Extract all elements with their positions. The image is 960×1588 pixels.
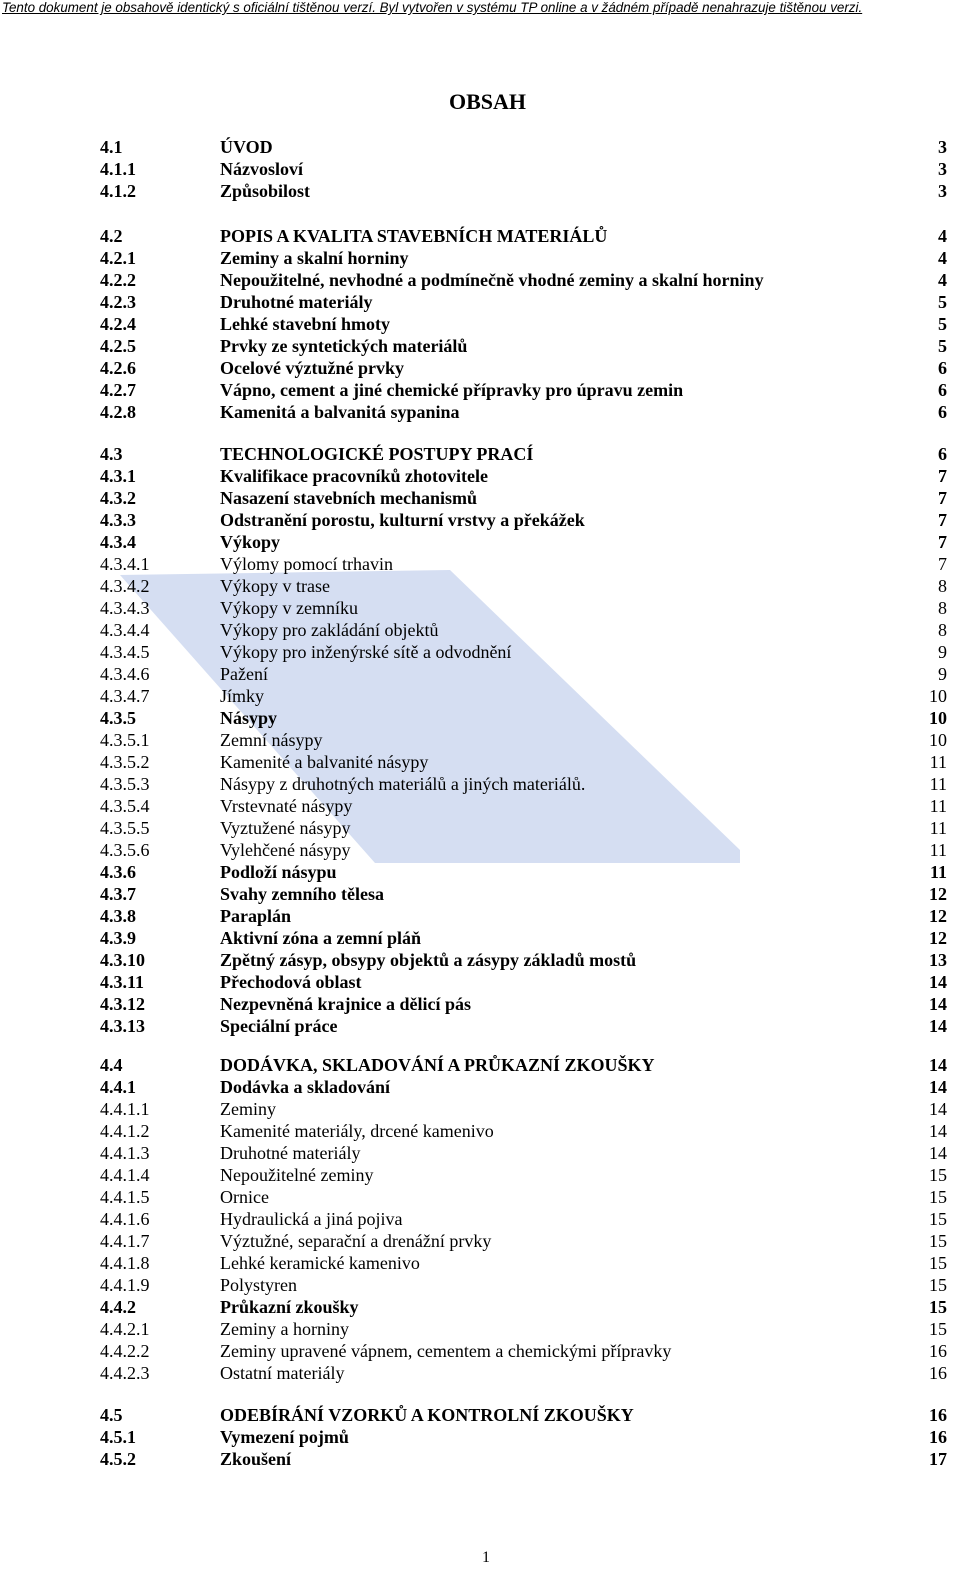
toc-entry [100, 905, 947, 927]
toc-entry-title: Kvalifikace pracovníků zhotovitele [220, 466, 488, 486]
toc-entry-page: 12 [929, 906, 947, 926]
toc-entry-title: Svahy zemního tělesa [220, 884, 384, 904]
toc-entry [100, 883, 947, 905]
toc-entry-page: 17 [929, 1449, 947, 1469]
toc-entry [100, 487, 947, 509]
toc-entry-title: Způsobilost [220, 181, 311, 201]
page-number: 1 [482, 1549, 490, 1566]
toc-entry [100, 839, 947, 861]
toc-entry-page: 15 [929, 1319, 947, 1339]
toc-entry-number: 4.4.1.2 [100, 1121, 150, 1141]
toc-entry [100, 335, 947, 357]
toc-entry-title: Zeminy a horniny [220, 1319, 349, 1339]
toc-entry-number: 4.3.12 [100, 994, 145, 1014]
toc-entry-number: 4.3.5 [100, 708, 136, 728]
toc-entry-page: 6 [938, 358, 947, 378]
toc-entry-page: 10 [929, 686, 947, 706]
toc-entry-title: Kamenité a balvanité násypy [220, 752, 429, 772]
toc-entry-page: 15 [929, 1297, 947, 1317]
toc-entry-number: 4.3.3 [100, 510, 136, 530]
toc-entry-number: 4.4.1.7 [100, 1231, 150, 1251]
toc-entry-number: 4.2.5 [100, 336, 136, 356]
toc-entry [100, 158, 947, 180]
toc-entry-number: 4.3.5.1 [100, 730, 150, 750]
toc-entry [100, 949, 947, 971]
toc-entry-title: Pažení [220, 664, 268, 684]
toc-entry-number: 4.4.1.1 [100, 1099, 150, 1119]
toc-entry [100, 685, 947, 707]
toc-entry-page: 15 [929, 1275, 947, 1295]
toc-entry-title: Ornice [220, 1187, 269, 1207]
toc-entry-number: 4.2.2 [100, 270, 136, 290]
toc-entry-title: Speciální práce [220, 1016, 338, 1036]
toc-entry [100, 641, 947, 663]
toc-entry-number: 4.4.2 [100, 1297, 136, 1317]
toc-entry-number: 4.3.4.5 [100, 642, 150, 662]
toc-entry [100, 1252, 947, 1274]
toc-entry-number: 4.1.1 [100, 159, 136, 179]
toc-entry-page: 11 [929, 818, 947, 838]
toc-entry-page: 11 [929, 774, 947, 794]
toc-entry-title: Zkoušení [220, 1449, 292, 1469]
toc-entry-page: 15 [929, 1231, 947, 1251]
toc-entry [100, 553, 947, 575]
toc-entry-title: Vrstevnaté násypy [220, 796, 353, 816]
toc-entry-page: 6 [938, 444, 947, 464]
toc-entry-number: 4.3.5.3 [100, 774, 150, 794]
toc-entry-title: Zeminy [220, 1099, 276, 1119]
toc-entry-page: 10 [929, 730, 947, 750]
toc-entry [100, 1076, 947, 1098]
toc-entry-title: Zpětný zásyp, obsypy objektů a zásypy základů mostů [220, 950, 637, 970]
toc-entry-title: Vylehčené násypy [220, 840, 351, 860]
toc-entry-page: 3 [938, 181, 947, 201]
toc-entry-title: Ostatní materiály [220, 1363, 345, 1383]
toc-entry [100, 1340, 947, 1362]
toc-entry-title: Zemní násypy [220, 730, 323, 750]
toc-entry [100, 751, 947, 773]
toc-entry [100, 575, 947, 597]
toc-entry-title: Nezpevněná krajnice a dělicí pás [220, 994, 471, 1014]
toc-entry [100, 531, 947, 553]
toc-entry-number: 4.3.11 [100, 972, 145, 992]
toc-entry-number: 4.5.2 [100, 1449, 136, 1469]
toc-entry-title: Výkopy [220, 532, 281, 552]
toc-entry [100, 225, 947, 247]
toc-entry [100, 1362, 947, 1384]
toc-entry-page: 14 [929, 1055, 947, 1075]
toc-entry-page: 11 [929, 796, 947, 816]
toc-entry-title: Názvosloví [220, 159, 303, 179]
toc-entry [100, 1426, 947, 1448]
toc-entry [100, 1098, 947, 1120]
toc-entry-number: 4.3.5.6 [100, 840, 150, 860]
toc-entry-number: 4.3.5.5 [100, 818, 150, 838]
toc-entry-number: 4.5.1 [100, 1427, 136, 1447]
toc-entry-page: 7 [938, 554, 947, 574]
toc-entry-title: Nasazení stavebních mechanismů [220, 488, 478, 508]
toc-entry [100, 1054, 947, 1076]
toc-entry [100, 379, 947, 401]
toc-entry [100, 1274, 947, 1296]
toc-entry [100, 817, 947, 839]
toc-entry-title: DODÁVKA, SKLADOVÁNÍ A PRŮKAZNÍ ZKOUŠKY [220, 1055, 655, 1075]
toc-entry-page: 14 [929, 972, 947, 992]
toc-entry-number: 4.4.1.8 [100, 1253, 150, 1273]
toc-entry-page: 11 [929, 840, 947, 860]
toc-entry-title: Ocelové výztužné prvky [220, 358, 404, 378]
toc-entry-page: 15 [929, 1187, 947, 1207]
toc-entry-page: 7 [938, 532, 947, 552]
toc-entry-title: Vyztužené násypy [220, 818, 351, 838]
toc-entry-title: Aktivní zóna a zemní pláň [220, 928, 422, 948]
toc-entry-page: 6 [938, 380, 947, 400]
toc-entry [100, 927, 947, 949]
toc-entry [100, 313, 947, 335]
toc-entry-number: 4.3 [100, 444, 123, 464]
toc-entry-title: Nepoužitelné zeminy [220, 1165, 374, 1185]
toc-entry-title: Vymezení pojmů [220, 1427, 349, 1447]
toc-entry-page: 10 [929, 708, 947, 728]
toc-entry-number: 4.3.13 [100, 1016, 145, 1036]
toc-entry-number: 4.4.1.9 [100, 1275, 150, 1295]
toc-entry [100, 401, 947, 423]
toc-entry-number: 4.2.7 [100, 380, 136, 400]
toc-entry-title: Výkopy pro zakládání objektů [220, 620, 439, 640]
toc-entry-page: 9 [938, 642, 947, 662]
toc-entry-number: 4.2 [100, 226, 123, 246]
toc-entry [100, 465, 947, 487]
toc-entry-number: 4.4.2.1 [100, 1319, 150, 1339]
toc-entry-page: 14 [929, 1099, 947, 1119]
toc-entry-number: 4.3.5.4 [100, 796, 150, 816]
toc-entry-number: 4.2.8 [100, 402, 136, 422]
toc-entry-page: 4 [938, 270, 947, 290]
toc-entry-page: 14 [929, 1143, 947, 1163]
toc-entry [100, 861, 947, 883]
toc-entry-number: 4.1 [100, 137, 123, 157]
toc-entry-number: 4.4.1.6 [100, 1209, 150, 1229]
toc-entry-number: 4.2.3 [100, 292, 136, 312]
toc-entry-page: 15 [929, 1253, 947, 1273]
toc-entry-number: 4.4.1.5 [100, 1187, 150, 1207]
toc-entry-page: 14 [929, 994, 947, 1014]
toc-entry-title: Násypy z druhotných materiálů a jiných materiálů. [220, 774, 586, 794]
toc-title: OBSAH [448, 89, 527, 114]
toc-entry [100, 773, 947, 795]
toc-entry-number: 4.4 [100, 1055, 123, 1075]
toc-entry-page: 8 [938, 598, 947, 618]
toc-entry [100, 1208, 947, 1230]
toc-entry-number: 4.3.8 [100, 906, 136, 926]
toc-entry-title: TECHNOLOGICKÉ POSTUPY PRACÍ [220, 444, 534, 464]
toc-entry-title: ÚVOD [220, 137, 273, 157]
toc-entry-title: POPIS A KVALITA STAVEBNÍCH MATERIÁLŮ [220, 226, 608, 246]
toc-entry-title: Hydraulická a jiná pojiva [220, 1209, 403, 1229]
toc-entry [100, 291, 947, 313]
toc-entry-title: Druhotné materiály [220, 292, 373, 312]
toc-entry-page: 5 [938, 292, 947, 312]
toc-entry-title: Dodávka a skladování [220, 1077, 391, 1097]
toc-entry [100, 1015, 947, 1037]
toc-entry-page: 12 [929, 928, 947, 948]
toc-entry-title: Lehké stavební hmoty [220, 314, 391, 334]
toc-entry-title: ODEBÍRÁNÍ VZORKŮ A KONTROLNÍ ZKOUŠKY [220, 1405, 634, 1425]
toc-entry [100, 1142, 947, 1164]
toc-entry [100, 1164, 947, 1186]
toc-entry-number: 4.3.7 [100, 884, 136, 904]
toc-entry [100, 619, 947, 641]
toc-entry [100, 1404, 947, 1426]
toc-entry-title: Výztužné, separační a drenážní prvky [220, 1231, 492, 1251]
toc-entry-title: Nepoužitelné, nevhodné a podmínečně vhodné zeminy a skalní horniny [220, 270, 764, 290]
toc-entry-page: 5 [938, 336, 947, 356]
toc-entry-page: 4 [938, 226, 947, 246]
toc-entry-number: 4.3.2 [100, 488, 136, 508]
toc-entry-page: 11 [929, 752, 947, 772]
toc-entry [100, 993, 947, 1015]
toc-entry-page: 16 [929, 1427, 947, 1447]
toc-entry-number: 4.3.9 [100, 928, 136, 948]
toc-entry-number: 4.2.6 [100, 358, 136, 378]
toc-entry-number: 4.3.6 [100, 862, 136, 882]
toc-entry-page: 7 [938, 466, 947, 486]
toc-entry-title: Zeminy upravené vápnem, cementem a chemickými přípravky [220, 1341, 672, 1361]
toc-entry [100, 729, 947, 751]
toc-entry-page: 5 [938, 314, 947, 334]
toc-entry-page: 16 [929, 1363, 947, 1383]
toc-entry [100, 1120, 947, 1142]
toc-entry-page: 8 [938, 576, 947, 596]
toc-entry-number: 4.4.1.3 [100, 1143, 150, 1163]
toc-entry-number: 4.4.1 [100, 1077, 136, 1097]
toc-entry-title: Vápno, cement a jiné chemické přípravky pro úpravu zemin [220, 380, 684, 400]
toc-entry-number: 4.4.2.2 [100, 1341, 150, 1361]
toc-entry [100, 795, 947, 817]
toc-entry-page: 15 [929, 1165, 947, 1185]
toc-entry-title: Polystyren [220, 1275, 298, 1295]
toc-entry-title: Paraplán [220, 906, 292, 926]
toc-entry-title: Výlomy pomocí trhavin [220, 554, 393, 574]
toc-entry [100, 443, 947, 465]
toc-entry-page: 3 [938, 159, 947, 179]
toc-entry-page: 14 [929, 1121, 947, 1141]
toc-entry [100, 1230, 947, 1252]
toc-entry-number: 4.4.1.4 [100, 1165, 150, 1185]
toc-entry-title: Násypy [220, 708, 278, 728]
toc-entry [100, 707, 947, 729]
toc-entry-number: 4.4.2.3 [100, 1363, 150, 1383]
toc-entry-page: 16 [929, 1405, 947, 1425]
toc-entry-number: 4.3.4.2 [100, 576, 150, 596]
toc-entry-page: 3 [938, 137, 947, 157]
toc-entry-page: 14 [929, 1016, 947, 1036]
toc-entry [100, 1296, 947, 1318]
toc-entry-number: 4.2.1 [100, 248, 136, 268]
official-version-notice: Tento dokument je obsahově identický s oficiální tištěnou verzí. Byl vytvořen v systému TP online a v žádném případě nenahrazuje tištěnou verzi. [2, 0, 863, 15]
toc-entry [100, 269, 947, 291]
toc-entry [100, 971, 947, 993]
toc-entry [100, 509, 947, 531]
toc-entry-title: Přechodová oblast [220, 972, 362, 992]
toc-entry-title: Druhotné materiály [220, 1143, 361, 1163]
toc-entry [100, 136, 947, 158]
toc-entry-title: Odstranění porostu, kulturní vrstvy a překážek [220, 510, 585, 530]
toc-entry-page: 6 [938, 402, 947, 422]
toc-entry-title: Výkopy pro inženýrské sítě a odvodnění [220, 642, 512, 662]
toc-entry-title: Výkopy v trase [220, 576, 330, 596]
toc-entry-number: 4.3.4.1 [100, 554, 150, 574]
toc-entry [100, 1186, 947, 1208]
toc-entry-title: Zeminy a skalní horniny [220, 248, 409, 268]
toc-entry-number: 4.3.4.6 [100, 664, 150, 684]
toc-entry-number: 4.3.1 [100, 466, 136, 486]
toc-entry-number: 4.3.4 [100, 532, 136, 552]
toc-entry-title: Průkazní zkoušky [220, 1297, 359, 1317]
toc-entry [100, 663, 947, 685]
toc-entry-page: 13 [929, 950, 947, 970]
toc-entry-title: Kamenitá a balvanitá sypanina [220, 402, 460, 422]
toc-entry-page: 14 [929, 1077, 947, 1097]
toc-entry [100, 1318, 947, 1340]
toc-entry-title: Podloží násypu [220, 862, 337, 882]
toc-entry-number: 4.3.4.4 [100, 620, 150, 640]
toc-entry-page: 7 [938, 488, 947, 508]
toc-entry-page: 12 [929, 884, 947, 904]
toc-entry-page: 7 [938, 510, 947, 530]
toc-entry-number: 4.1.2 [100, 181, 136, 201]
toc-entry-title: Jímky [220, 686, 265, 706]
toc-entry-title: Prvky ze syntetických materiálů [220, 336, 468, 356]
toc-entry-page: 15 [929, 1209, 947, 1229]
toc-entry [100, 180, 947, 202]
toc-entry-title: Lehké keramické kamenivo [220, 1253, 420, 1273]
toc-entry-page: 8 [938, 620, 947, 640]
toc-entry [100, 247, 947, 269]
toc-entry-title: Kamenité materiály, drcené kamenivo [220, 1121, 494, 1141]
toc-entry-page: 16 [929, 1341, 947, 1361]
toc-entry [100, 1448, 947, 1470]
toc-entry-number: 4.2.4 [100, 314, 136, 334]
toc-entry-title: Výkopy v zemníku [220, 598, 358, 618]
toc-entry-page: 4 [938, 248, 947, 268]
toc-entry-number: 4.5 [100, 1405, 123, 1425]
toc-entry [100, 597, 947, 619]
toc-entry-page: 9 [938, 664, 947, 684]
toc-entry-number: 4.3.10 [100, 950, 145, 970]
toc-entry [100, 357, 947, 379]
toc-entry-page: 11 [929, 862, 947, 882]
toc-entry-number: 4.3.4.3 [100, 598, 150, 618]
toc-entry-number: 4.3.5.2 [100, 752, 150, 772]
toc-entry-number: 4.3.4.7 [100, 686, 150, 706]
